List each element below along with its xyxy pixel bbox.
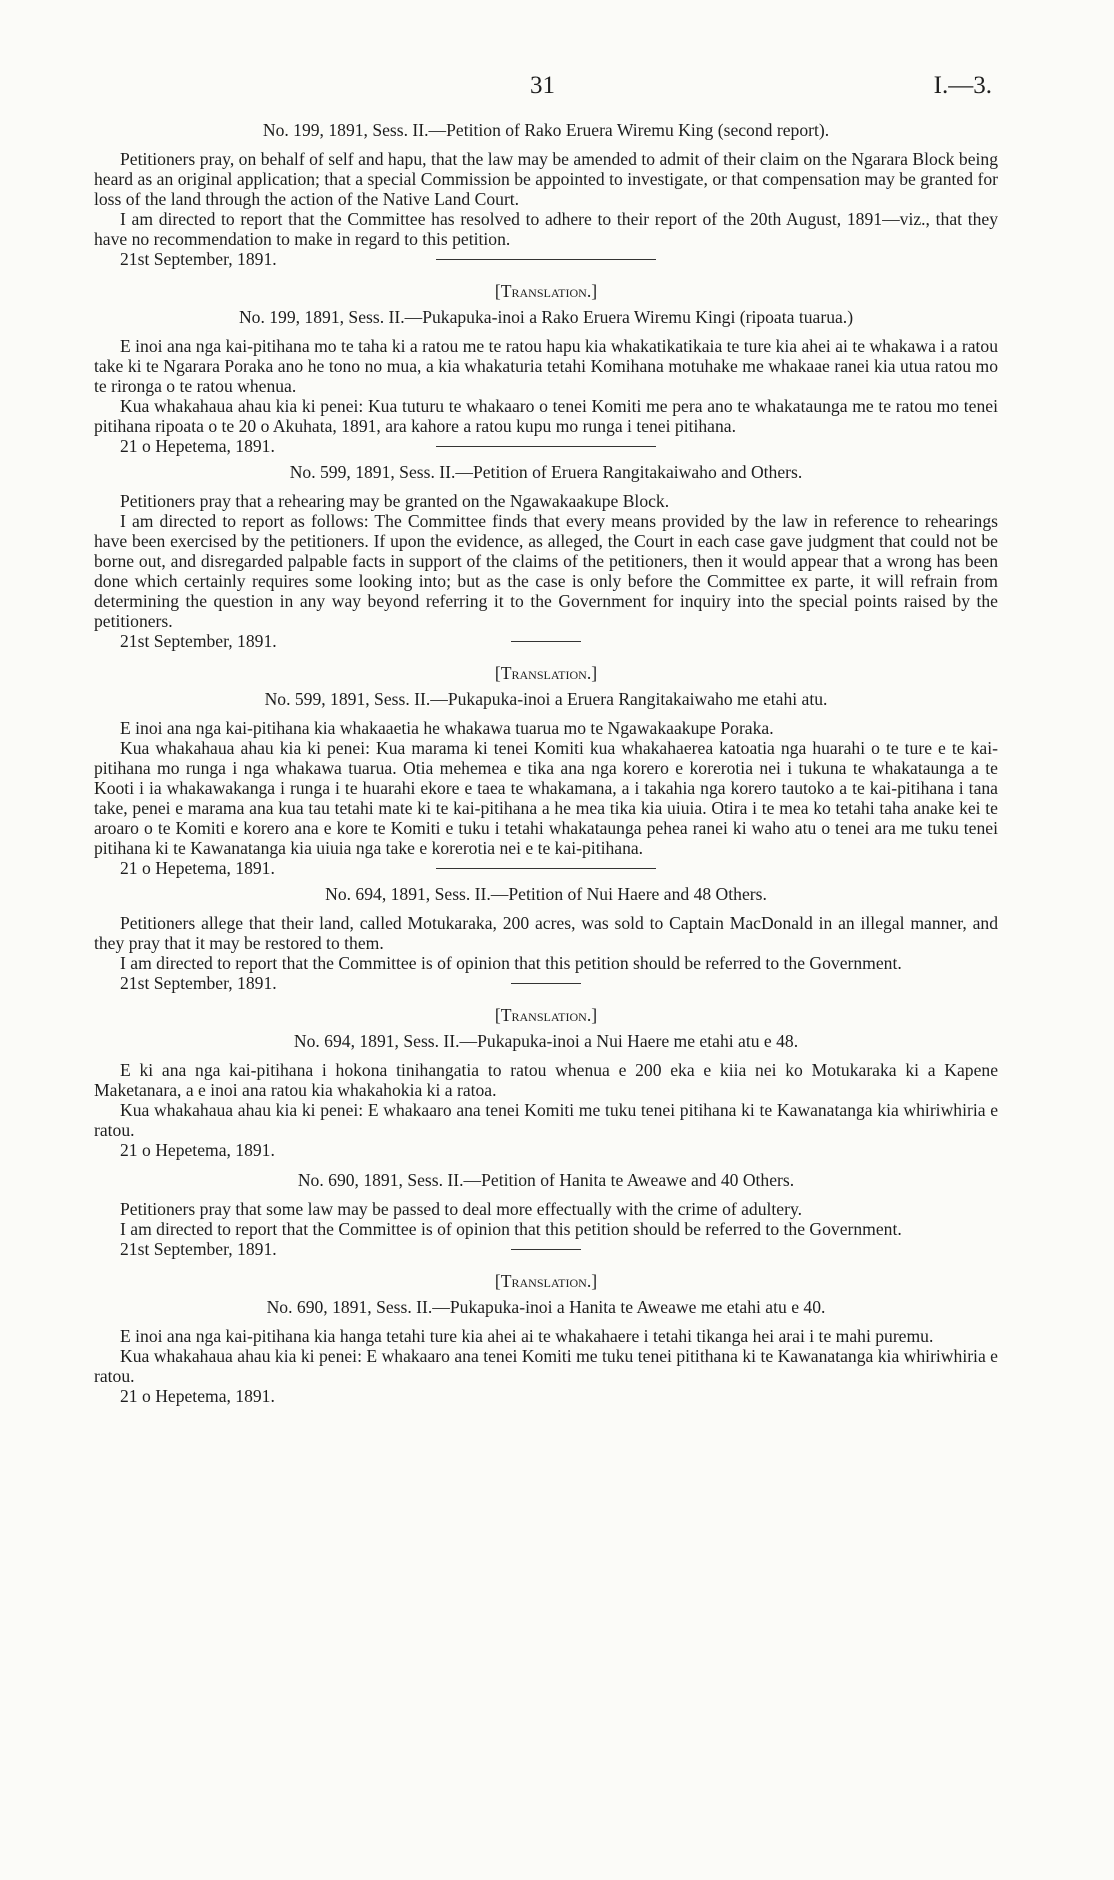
report-date: 21st September, 1891.	[120, 631, 277, 651]
petition-paragraph: Petitioners pray that some law may be passed to deal more effectually with the crime of adultery.	[120, 1199, 803, 1219]
translation-title: No. 599, 1891, Sess. II.—Pukapuka-inoi a Eruera Rangitakaiwaho me etahi atu.	[264, 689, 828, 709]
page-header	[0, 72, 1114, 108]
translation-paragraph: Kua whakahaua ahau kia ki penei: Kua marama ki tenei Komiti kua whakahaerea katoatia nga huarahi o te ture e te kai-pitihana mo runga i nga whakawa tuarua. Otia mehemea e tika ana nga korero e korerotia nei i tukuna te whakataunga a te Kooti i ia whakawakanga i runga i te huarahi ekore e taea te whakamana, a i takahia nga korero tautoko a te kai-pitihana i tana take, penei e marama ana kua tau tetahi mate ki te kai-pitihana a he mea tika kia uiuia. Otira i te mea ko tetahi taha anake kei te aroaro o te Komiti e korero ana e kore te Komiti e tuku i tetahi whakataunga pehea ranei ki waho atu o tenei ara me tuku tenei pitihana ki te Kawanatanga kia uiuia nga take e korerotia nei e te kai-pitihana.	[94, 738, 998, 858]
section-divider	[436, 868, 656, 869]
section-divider	[436, 259, 656, 260]
translation-date: 21 o Hepetema, 1891.	[120, 858, 275, 878]
report-paragraph: I am directed to report that the Committee is of opinion that this petition should be referred to the Government.	[120, 1219, 902, 1239]
petition-title: No. 694, 1891, Sess. II.—Petition of Nui Haere and 48 Others.	[325, 884, 767, 904]
section-divider	[511, 1249, 581, 1250]
report-paragraph: I am directed to report that the Committee is of opinion that this petition should be referred to the Government.	[120, 953, 902, 973]
petition-section	[94, 462, 998, 884]
translation-label: [Translation.]	[494, 1005, 598, 1025]
petition-paragraph: Petitioners pray, on behalf of self and hapu, that the law may be amended to admit of their claim on the Ngarara Block being heard as an original application; that a special Commission be appointed to investigate, or that compensation may be granted for loss of the land through the action of the Native Land Court.	[94, 149, 998, 209]
translation-paragraph: E inoi ana nga kai-pitihana mo te taha ki a ratou me te ratou hapu kia whakatikatikaia te ture kia ahei ai te whakawa i a ratou take ki te Ngarara Poraka ano he tono no mua, a kia whakaturia tetahi Komihana motuhake me whakaae ranei kia utua ratou mo te rironga o te ratou whenua.	[94, 336, 998, 396]
petition-paragraph: Petitioners pray that a rehearing may be granted on the Ngawakaakupe Block.	[120, 491, 670, 511]
petition-title: No. 690, 1891, Sess. II.—Petition of Hanita te Aweawe and 40 Others.	[297, 1170, 795, 1190]
report-date: 21st September, 1891.	[120, 973, 277, 993]
translation-paragraph: Kua whakahaua ahau kia ki penei: E whakaaro ana tenei Komiti me tuku tenei pitithana ki te Kawanatanga kia whiriwhiria e ratou.	[94, 1346, 998, 1386]
section-divider	[511, 641, 581, 642]
translation-title: No. 694, 1891, Sess. II.—Pukapuka-inoi a Nui Haere me etahi atu e 48.	[293, 1031, 799, 1051]
translation-paragraph: E ki ana nga kai-pitihana i hokona tinihangatia to ratou whenua e 200 eka e kiia nei ko Motukaraka ki a Kapene Maketanara, a e inoi ana ratou kia whakahokia ki a ratoa.	[94, 1060, 998, 1100]
translation-paragraph: E inoi ana nga kai-pitihana kia whakaaetia he whakawa tuarua mo te Ngawakaakupe Poraka.	[120, 718, 774, 738]
document-reference: I.—3.	[933, 72, 992, 99]
translation-date: 21 o Hepetema, 1891.	[120, 436, 275, 456]
petition-section	[94, 1170, 998, 1406]
report-paragraph: I am directed to report as follows: The Committee finds that every means provided by the law in reference to rehearings have been exercised by the petitioners. If upon the evidence, as alleged, the Court in each case gave judgment that could not be borne out, and disregarded palpable facts in support of the claims of the petitioners, then it would appear that a wrong has been done which certainly requires some looking into; but as the case is only before the Committee ex parte, it will refrain from determining the question in any way beyond referring it to the Government for inquiry into the special points raised by the petitioners.	[94, 511, 998, 631]
translation-date: 21 o Hepetema, 1891.	[120, 1140, 275, 1160]
petition-section	[94, 884, 998, 1170]
translation-paragraph: Kua whakahaua ahau kia ki penei: Kua tuturu te whakaaro o tenei Komiti me pera ano te whakataunga me te ratou mo tenei pitihana ripoata o te 20 o Akuhata, 1891, ara kahore a ratou kupu mo runga i tenei pitihana.	[94, 396, 998, 436]
page-content	[94, 120, 998, 1406]
petition-paragraph: Petitioners allege that their land, called Motukaraka, 200 acres, was sold to Captain MacDonald in an illegal manner, and they pray that it may be restored to them.	[94, 913, 998, 953]
report-date: 21st September, 1891.	[120, 1239, 277, 1259]
petition-title: No. 199, 1891, Sess. II.—Petition of Rako Eruera Wiremu King (second report).	[262, 120, 830, 140]
petition-section	[94, 120, 998, 462]
petition-title: No. 599, 1891, Sess. II.—Petition of Eruera Rangitakaiwaho and Others.	[289, 462, 803, 482]
translation-label: [Translation.]	[494, 281, 598, 301]
translation-label: [Translation.]	[494, 1271, 598, 1291]
page-number: 31	[530, 72, 555, 99]
section-divider	[436, 446, 656, 447]
translation-title: No. 690, 1891, Sess. II.—Pukapuka-inoi a Hanita te Aweawe me etahi atu e 40.	[266, 1297, 826, 1317]
translation-label: [Translation.]	[494, 663, 598, 683]
translation-title: No. 199, 1891, Sess. II.—Pukapuka-inoi a Rako Eruera Wiremu Kingi (ripoata tuarua.)	[238, 307, 854, 327]
report-date: 21st September, 1891.	[120, 249, 277, 269]
translation-date: 21 o Hepetema, 1891.	[120, 1386, 275, 1406]
translation-paragraph: E inoi ana nga kai-pitihana kia hanga tetahi ture kia ahei ai te whakahaere i tetahi tikanga hei arai i te mahi puremu.	[120, 1326, 934, 1346]
section-divider	[511, 983, 581, 984]
report-paragraph: I am directed to report that the Committee has resolved to adhere to their report of the 20th August, 1891—viz., that they have no recommendation to make in regard to this petition.	[94, 209, 998, 249]
translation-paragraph: Kua whakahaua ahau kia ki penei: E whakaaro ana tenei Komiti me tuku tenei pitihana ki te Kawanatanga kia whiriwhiria e ratou.	[94, 1100, 998, 1140]
